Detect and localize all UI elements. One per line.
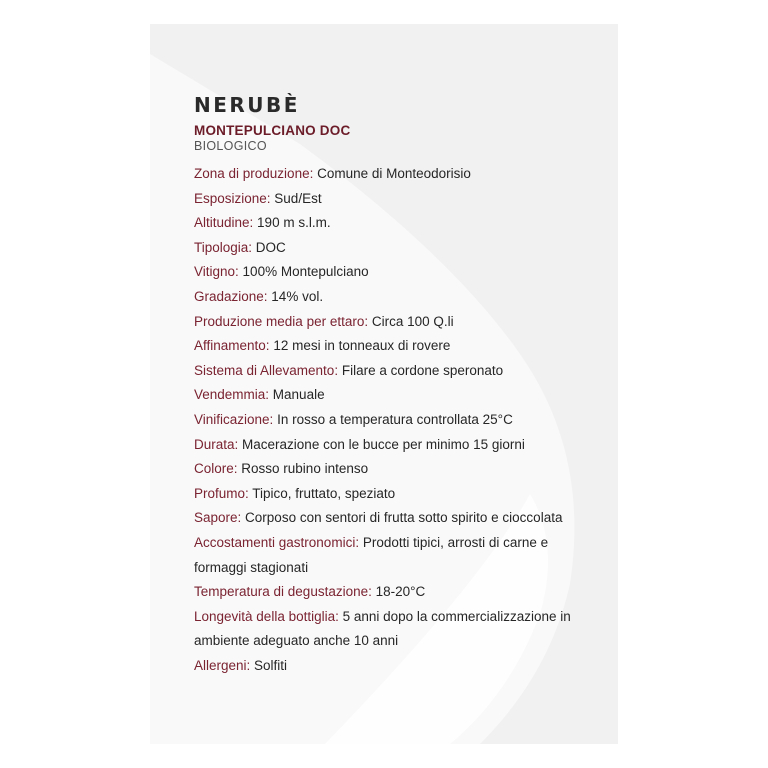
spec-gradazione [194, 285, 604, 310]
spec-label: Longevità della bottiglia: [194, 608, 339, 624]
spec-label: Esposizione: [194, 190, 271, 206]
spec-vitigno [194, 260, 604, 285]
spec-label: Sistema di Allevamento: [194, 362, 339, 378]
spec-profumo [194, 482, 604, 507]
spec-label: Produzione media per ettaro: [194, 313, 369, 329]
spec-label: Vendemmia: [194, 387, 270, 403]
spec-label: Vitigno: [194, 264, 239, 280]
spec-value: Solfiti [250, 657, 288, 673]
spec-value: Rosso rubino intenso [237, 461, 369, 477]
spec-durata [194, 433, 604, 458]
wine-subtitle: MONTEPULCIANO DOC [194, 123, 351, 138]
brand-title: NERUBÈ [194, 93, 300, 117]
spec-value: Comune di Monteodorisio [313, 166, 471, 181]
spec-value: Prodotti tipici, arrosti di carne e formaggi stagionati [194, 534, 549, 575]
spec-value: Sud/Est [270, 190, 322, 206]
spec-vendemmia [194, 383, 604, 408]
spec-label: Zona di produzione: [194, 166, 314, 181]
spec-value: 18-20°C [371, 584, 426, 600]
spec-value: Macerazione con le bucce per minimo 15 giorni [238, 436, 525, 452]
spec-value: DOC [252, 239, 286, 255]
spec-value: 190 m s.l.m. [253, 215, 331, 231]
spec-value: Tipico, fruttato, speziato [248, 485, 396, 501]
spec-zona [194, 162, 604, 187]
spec-tipologia [194, 236, 604, 261]
spec-label: Durata: [194, 436, 239, 452]
spec-allergeni [194, 654, 604, 679]
spec-label: Sapore: [194, 510, 242, 526]
spec-value: 14% vol. [267, 288, 324, 304]
spec-value: 12 mesi in tonneaux di rovere [269, 338, 451, 354]
spec-longevita [194, 605, 604, 654]
spec-sapore [194, 506, 604, 531]
spec-value: Filare a cordone speronato [338, 362, 504, 378]
spec-colore [194, 457, 604, 482]
spec-value: Corposo con sentori di frutta sotto spirito e cioccolata [241, 510, 563, 526]
spec-value: In rosso a temperatura controllata 25°C [273, 411, 513, 427]
spec-allevamento [194, 359, 604, 384]
card-content [194, 90, 604, 678]
spec-label: Gradazione: [194, 288, 268, 304]
wine-spec-card [150, 24, 618, 744]
spec-esposizione [194, 187, 604, 212]
spec-label: Affinamento: [194, 338, 270, 354]
spec-label: Colore: [194, 461, 238, 477]
spec-label: Vinificazione: [194, 411, 274, 427]
spec-list [194, 162, 604, 678]
spec-vinificazione [194, 408, 604, 433]
spec-value: Circa 100 Q.li [368, 313, 454, 329]
spec-label: Profumo: [194, 485, 249, 501]
spec-value: 5 anni dopo la commercializzazione in ambiente adeguato anche 10 anni [194, 608, 571, 649]
spec-label: Temperatura di degustazione: [194, 584, 372, 600]
spec-value: 100% Montepulciano [238, 264, 369, 280]
spec-accostamenti [194, 531, 604, 580]
spec-value: Manuale [269, 387, 325, 403]
spec-altitudine [194, 211, 604, 236]
spec-label: Altitudine: [194, 215, 254, 231]
spec-label: Allergeni: [194, 657, 251, 673]
spec-temperatura [194, 580, 604, 605]
spec-produzione [194, 310, 604, 335]
organic-tag: BIOLOGICO [194, 139, 267, 153]
spec-label: Accostamenti gastronomici: [194, 534, 360, 550]
spec-label: Tipologia: [194, 239, 253, 255]
spec-affinamento [194, 334, 604, 359]
